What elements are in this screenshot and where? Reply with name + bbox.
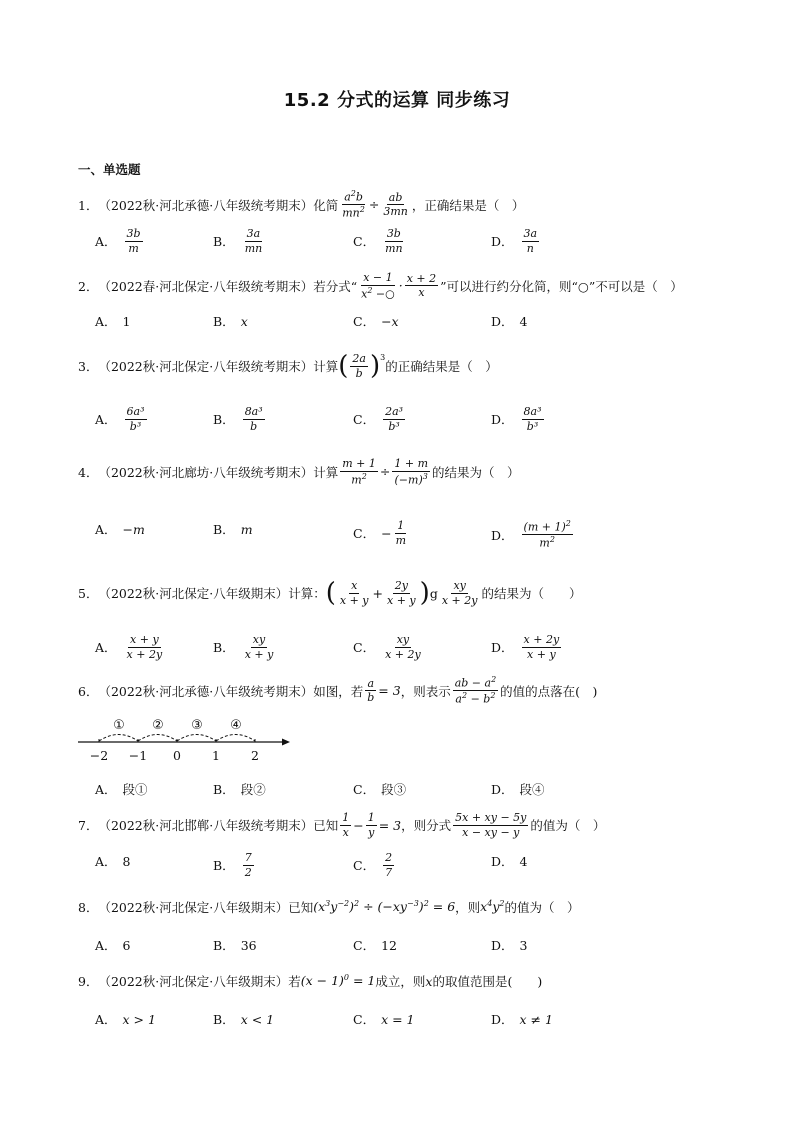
option-d[interactable]: D． 4 [491,313,528,329]
question-number: 2． [78,278,99,294]
option-a[interactable]: A． −m [95,521,145,537]
option-c[interactable]: C． $\frac{xy}{x + 2y}$ [353,633,421,661]
question-text: 计算 [313,359,339,375]
segment-label: ① [113,718,125,733]
question-number: 3． [78,359,99,375]
tick-label: 1 [212,748,220,763]
formula: $\frac{1 + m}{(-m)^3}$ [394,457,428,487]
formula: $(x - 1)^0 = 1$ [300,973,376,989]
segment-label: ④ [230,718,242,733]
question-number: 5． [78,586,99,602]
question-6: 6． （2022秋·河北承德·八年级统考期末） 如图，若 $\frac{a}{b}$ = 3 ，则表示 $\frac{ab - a^2}{a^2 - b^2}$ 的值的点落在( ) [78,675,598,706]
option-a[interactable]: A． 段① [95,782,148,797]
question-number: 1． [78,197,99,213]
option-b[interactable]: B． x [213,313,248,329]
option-a[interactable]: A． 1 [95,313,131,329]
question-text: 的取值范围是( ) [432,974,543,989]
formula: $\frac{xy}{x + 2y}$ [441,579,478,607]
page-title: 15.2 分式的运算 同步练习 [283,90,511,111]
formula: $\frac{ab}{3mn}$ [383,190,408,219]
question-text: 计算 [313,464,339,480]
arrow-head-icon [282,739,290,746]
segment-arc [99,735,138,742]
tick-label: −2 [89,748,109,763]
question-source: （2022秋·河北邯郸·八年级统考期末） [98,818,314,834]
option-c[interactable]: C． $\frac{3b}{mn}$ [353,227,403,255]
option-d[interactable]: D． $\frac{3a}{n}$ [491,227,538,255]
formula: $\frac{x - 1}{x^2 -○}$ [361,271,395,301]
question-text: 化简 [313,197,339,213]
option-d[interactable]: D． $\frac{(m + 1)^2}{m^2}$ [491,519,571,550]
question-text: 计算： [288,586,326,602]
formula: $\frac{m + 1}{m^2}$ [342,457,376,487]
segment-label: ② [152,718,164,733]
question-text: ，则 [455,900,481,915]
question-number: 9． [78,974,99,989]
question-8: 8． （2022秋·河北保定·八年级期末） 已知 $(x^3y^{-2})^2 \div (-xy^{-3})^2 = 6$ ，则 $x^4y^2$ 的值为（ ） [78,899,580,915]
question-text: 的正确结果是（ ） [385,359,498,375]
question-5: 5． （2022秋·河北保定·八年级期末） 计算： ( $\frac{x}{x + y}$ + $\frac{2y}{x + y}$ ) g $\frac{xy}{x + 2y}$ 的结果为（ ） [78,578,582,609]
segment-arc [216,735,255,742]
tick-label: 2 [251,748,259,763]
question-source: （2022秋·河北保定·八年级统考期末） [98,359,314,375]
option-b[interactable]: B． $\frac{xy}{x + y}$ [213,633,274,661]
option-c[interactable]: C． 12 [353,937,397,953]
question-text: 已知 [313,818,339,834]
question-source: （2022秋·河北保定·八年级期末） [98,974,289,989]
option-a[interactable]: A． $\frac{x + y}{x + 2y}$ [95,633,163,661]
option-d[interactable]: D． x ≠ 1 [491,1011,553,1027]
question-7: 7． （2022秋·河北邯郸·八年级统考期末） 已知 $\frac{1}{x}$ − $\frac{1}{y}$ = 3 ，则分式 $\frac{5x + xy - 5y}{x - xy - y}$ 的值为（ ） [78,811,606,839]
question-number: 4． [78,464,99,480]
formula-operator: ÷ [368,197,380,213]
question-text: 的结果为（ ） [481,586,582,602]
option-a[interactable]: A． $\frac{\text{6a³}}{\text{b³}}$ [95,405,145,433]
option-d[interactable]: D． 3 [491,937,528,953]
option-b[interactable]: B． 36 [213,937,257,953]
option-d[interactable]: D． 段④ [491,782,545,797]
question-number: 8． [78,900,99,915]
question-text: 的值为（ ） [530,818,606,834]
question-text: 的结果为（ ） [432,464,520,480]
option-a[interactable]: A． 8 [95,853,131,869]
question-text: 已知 [288,900,314,915]
question-text: ，则表示 [400,683,451,699]
question-number: 6． [78,683,99,699]
number-line-figure [70,712,300,766]
question-1 [78,190,524,219]
option-d[interactable]: D． 4 [491,853,528,869]
option-a[interactable]: A． 6 [95,937,131,953]
tick-label: 0 [173,748,181,763]
formula: $\frac{x + 2}{x}$ [406,271,437,300]
option-b[interactable]: B． 段② [213,782,266,797]
option-c[interactable]: C． $\frac{2}{7}$ [353,851,393,879]
question-source: （2022秋·河北承德·八年级统考期末） [98,197,314,213]
question-text: 的值的点落在( ) [500,683,598,699]
segment-arc [177,735,216,742]
question-source: （2022秋·河北保定·八年级期末） [98,900,289,915]
option-c[interactable]: C． 段③ [353,782,407,797]
question-4: 4． （2022秋·河北廊坊·八年级统考期末） 计算 $\frac{m + 1}{m^2}$ ÷ $\frac{1 + m}{(-m)^3}$ 的结果为（ ） [78,457,520,487]
question-text: 若 [288,974,301,989]
section-heading: 一、单选题 [78,162,141,177]
option-d[interactable]: D． $\frac{\text{8a³}}{\text{b³}}$ [491,405,542,433]
question-text: 若分式“ [313,278,358,294]
question-3: 3． （2022秋·河北保定·八年级统考期末） 计算 ( $\frac{2a}{b}$ ) $^3$ 的正确结果是（ ） [78,351,498,382]
question-text: ，正确结果是（ ） [411,197,525,213]
question-source: （2022春·河北保定·八年级统考期末） [98,278,314,294]
question-text: 成立，则 [375,974,426,989]
option-d[interactable]: D． $\frac{x + 2y}{x + y}$ [491,633,560,661]
option-b[interactable]: B． x < 1 [213,1011,275,1027]
tick-label: −1 [128,748,148,763]
option-c[interactable]: C． − $\frac{1}{m}$ [353,519,406,547]
option-c[interactable]: C． x = 1 [353,1011,415,1027]
formula: $(x^3y^{-2})^2 \div (-xy^{-3})^2 = 6$ [313,899,456,915]
option-b[interactable]: B． $\frac{7}{2}$ [213,851,252,879]
option-c[interactable]: C． −x [353,313,399,329]
option-a[interactable]: A． x > 1 [95,1011,156,1027]
option-b[interactable]: B． $\frac{3a}{mn}$ [213,227,263,255]
question-2: 2． （2022春·河北保定·八年级统考期末） 若分式“ $\frac{x - 1}{x^2 -○}$ · $\frac{x + 2}{x}$ ”可以进行约分化简，则“○”不可以是（ ） [78,271,683,301]
question-text: ”可以进行约分化简，则“○”不可以是（ ） [440,278,683,294]
formula: $\frac{a^2b}{mn^2}$ [342,189,365,220]
formula: $\frac{2a}{b}$ [352,352,366,380]
option-a[interactable]: A． $\frac{3b}{m}$ [95,227,141,255]
question-text: ，则分式 [401,818,452,834]
formula: $\frac{ab - a^2}{a^2 - b^2}$ [454,675,497,706]
option-c[interactable]: C． $\frac{\text{2a³}}{\text{b³}}$ [353,405,404,433]
question-source: （2022秋·河北保定·八年级期末） [98,586,289,602]
question-text: 的值为（ ） [504,900,580,915]
option-b[interactable]: B． m [213,521,253,537]
segment-arc [138,735,177,742]
option-b[interactable]: B． $\frac{\text{8a³}}{b}$ [213,405,263,433]
question-9: 9． （2022秋·河北保定·八年级期末） 若 $(x - 1)^0 = 1$ 成立，则 x 的取值范围是( ) [78,973,543,989]
question-number: 7． [78,818,99,834]
question-text: 如图，若 [313,683,364,699]
question-source: （2022秋·河北承德·八年级统考期末） [98,683,314,699]
formula: $\frac{5x + xy - 5y}{x - xy - y}$ [455,811,527,839]
question-source: （2022秋·河北廊坊·八年级统考期末） [98,464,314,480]
segment-label: ③ [191,718,203,733]
